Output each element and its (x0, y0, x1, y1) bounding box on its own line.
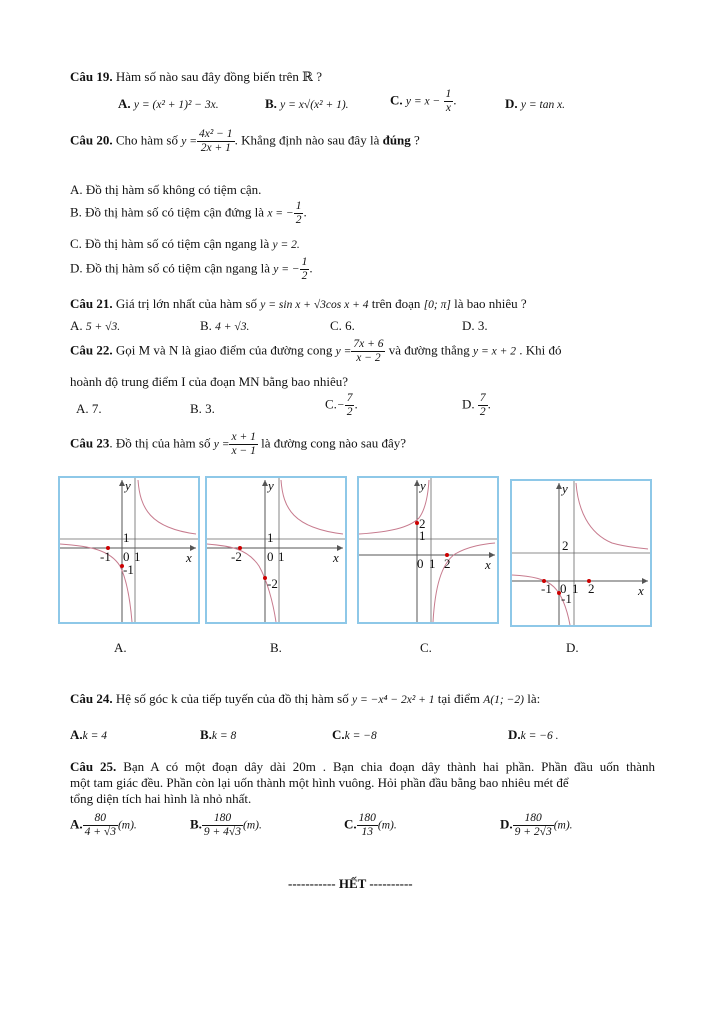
q25-option-b: B. $\frac{180}{9 + 4√3}$ (m). (190, 812, 262, 838)
q20-question: Câu 20. Cho hàm số y = $\frac{\text{4x² − 1}}{2x + 1}$ . Khẳng định nào sau đây là đúng ? (70, 128, 420, 154)
label-2: 2 (419, 516, 426, 531)
q23-question: Câu 23. Đồ thị của hàm số y = $\frac{x + 1}{x - 1}$ là đường cong nào sau đây? (70, 431, 407, 457)
q19-option-c: C. y = x − $\frac{1}{x}$ . (390, 88, 457, 114)
curve-right (576, 483, 648, 549)
label-neg2: -2 (267, 576, 278, 591)
q20-option-c: C. Đồ thị hàm số có tiệm cận ngang là y = 2. (70, 236, 300, 251)
q20-option-d: D. Đồ thị hàm số có tiệm cận ngang là y = − $\frac{1}{2}$ . (70, 256, 313, 282)
curve-right (138, 480, 196, 534)
graph-a (58, 476, 200, 624)
graph-d-label: D. (566, 640, 579, 655)
label-x1: 1 (572, 581, 579, 596)
label-x1: 1 (278, 549, 285, 564)
q24-option-b: B.k = 8 (200, 727, 237, 742)
q24-option-c: C.k = −8 (332, 727, 377, 742)
q20-option-b: B. Đồ thị hàm số có tiệm cận đứng là x = − $\frac{1}{2}$ . (70, 200, 307, 226)
q21-option-d: D. 3. (462, 318, 488, 333)
label-x: x (638, 583, 644, 598)
q19-question: Câu 19. Hàm số nào sau đây đồng biến trên ℝ ? (70, 69, 322, 84)
q25-option-d: D. $\frac{180}{9 + 2√3}$ (m). (500, 812, 573, 838)
q22-option-b: B. 3. (190, 401, 215, 416)
q25-question: Câu 25. Bạn A có một đoạn dây dài 20m . Bạn chia đoạn dây thành hai phần. Phần đầu uốn thành một tam giác đều. Phần còn lại uốn thành một hình vuông. Hỏi phần đầu bằng bao nhiêu mét để tổng diện tích hai hình là nhỏ nhất. (70, 759, 656, 806)
label-x1: 1 (429, 556, 436, 571)
label-x: x (485, 557, 491, 572)
graph-c-label: C. (420, 640, 432, 655)
graph-d-plot (512, 481, 650, 625)
q19-option-d: D. y = tan x. (505, 96, 566, 111)
label-x2: 2 (444, 556, 451, 571)
q21-option-a: A. 5 + √3. (70, 318, 121, 333)
q22-line2: hoành độ trung điểm I của đoạn MN bằng bao nhiêu? (70, 374, 348, 389)
label-1: 1 (419, 528, 426, 543)
label-1: 1 (123, 530, 130, 545)
curve-right (281, 480, 343, 534)
label-y: y (125, 478, 131, 493)
q24-option-a: A.k = 4 (70, 727, 108, 742)
label-yneg1: -1 (561, 591, 572, 606)
label-xneg1: -1 (100, 549, 111, 564)
q19-option-a: A. y = (x² + 1)² − 3x. (118, 96, 219, 111)
label-0: 0 (123, 549, 130, 564)
q21-question: Câu 21. Giá trị lớn nhất của hàm số y = sin x + √3cos x + 4 trên đoạn [0; π] là bao nhiêu ? (70, 296, 527, 311)
graph-d (510, 479, 652, 627)
label-x2: 2 (588, 581, 595, 596)
q25-option-a: A. $\frac{80}{4 + √3}$ (m). (70, 812, 137, 838)
graph-b-label: B. (270, 640, 282, 655)
graph-c (357, 476, 499, 624)
q22-question: Câu 22. Gọi M và N là giao điểm của đường cong y = $\frac{7x + 6}{x - 2}$ và đường thẳng y = x + 2 . Khi đó (70, 338, 562, 364)
label-y: y (268, 478, 274, 493)
end-marker: ----------- HẾT ---------- (288, 876, 413, 891)
label-x1: 1 (134, 549, 141, 564)
graph-b-plot (207, 478, 345, 622)
curve-left (60, 544, 132, 622)
label-y: y (562, 481, 568, 496)
q24-option-d: D.k = −6 . (508, 727, 559, 742)
label-x: x (333, 550, 339, 565)
q21-option-c: C. 6. (330, 318, 355, 333)
graph-b (205, 476, 347, 624)
label-0: 0 (417, 556, 424, 571)
q22-option-c: C.− $\frac{7}{2}$ . (325, 392, 358, 418)
label-xneg1: -1 (541, 581, 552, 596)
q21-option-b: B. 4 + √3. (200, 318, 250, 333)
label-0: 0 (267, 549, 274, 564)
label-neg1: -1 (123, 562, 134, 577)
q22-option-d: D. $\frac{7}{2}$ . (462, 392, 491, 418)
q24-question: Câu 24. Hệ số góc k của tiếp tuyến của đồ thị hàm số y = −x⁴ − 2x² + 1 tại điểm A(1; −2) là: (70, 691, 541, 706)
q25-option-c: C. $\frac{180}{13}$ (m). (344, 812, 397, 838)
q20-option-a: A. Đồ thị hàm số không có tiệm cận. (70, 182, 262, 197)
label-y: y (420, 478, 426, 493)
label-2: 2 (562, 538, 569, 553)
label-xneg2: -2 (231, 549, 242, 564)
graph-a-label: A. (114, 640, 127, 655)
graph-c-plot (359, 478, 497, 622)
q19-option-b: B. y = x√(x² + 1). (265, 96, 349, 111)
q22-option-a: A. 7. (76, 401, 102, 416)
label-1: 1 (267, 530, 274, 545)
label-x: x (186, 550, 192, 565)
label-0: 0 (560, 581, 567, 596)
